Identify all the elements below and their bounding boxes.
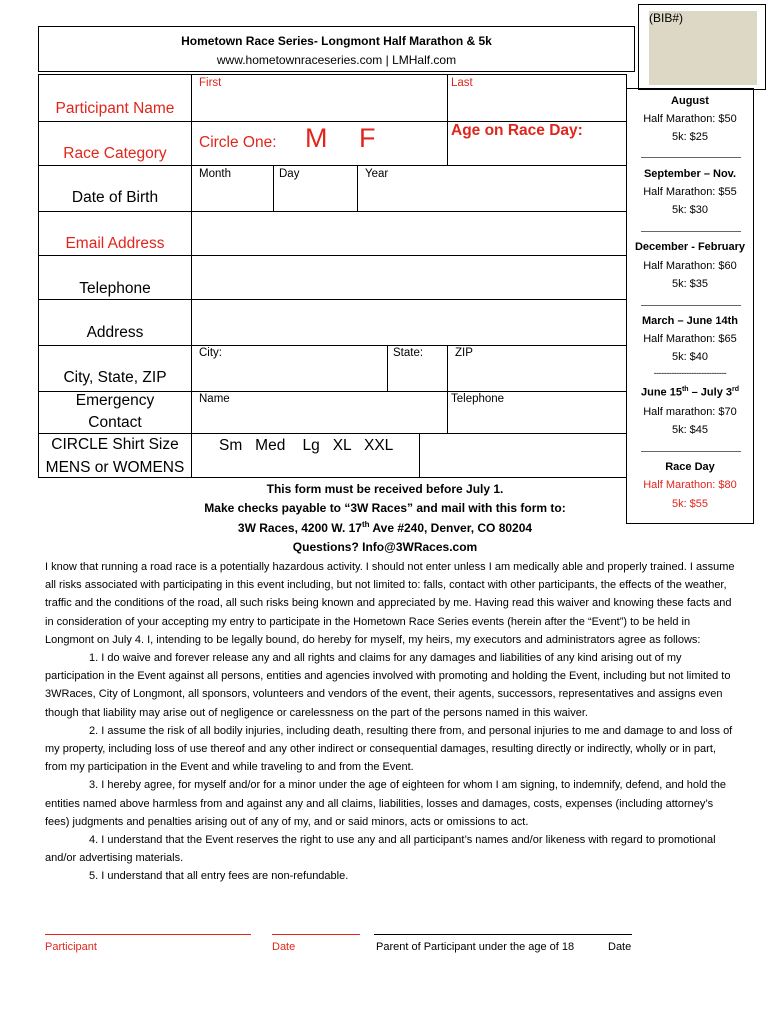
hint-zip: ZIP — [455, 347, 473, 359]
gender-m[interactable]: M — [305, 123, 328, 153]
shirt-size-options[interactable]: Sm Med Lg XL XXL — [219, 437, 394, 454]
price-5k-august: 5k: $25 — [671, 131, 709, 143]
label-race-category: Race Category — [63, 145, 167, 162]
hint-state: State: — [393, 347, 424, 359]
price-half-august: Half Marathon: $50 — [643, 113, 737, 125]
race-title: Hometown Race Series- Longmont Half Marathon & 5k — [181, 34, 492, 48]
price-5k-sep-nov: 5k: $30 — [671, 204, 709, 216]
price-period-august: August — [671, 95, 709, 107]
bib-label: (BIB#) — [649, 11, 684, 25]
hint-first: First — [199, 77, 222, 89]
label-emergency: Emergency — [75, 392, 155, 409]
mailing-address: 3W Races, 4200 W. 17th Ave #240, Denver, CO 80204 — [237, 520, 533, 535]
price-5k-jun-jul: 5k: $45 — [671, 424, 709, 436]
parent-signature-label: Parent of Participant under the age of 18 — [376, 941, 575, 953]
waiver-item-4: 4. I understand that the Event reserves the right to use any and all participant’s names and/or likeness with regard to promotional and/or advertising materials. — [45, 834, 716, 865]
price-half-race-day: Half Marathon: $80 — [643, 479, 737, 491]
price-half-sep-nov: Half Marathon: $55 — [643, 186, 737, 198]
divider — [641, 157, 741, 158]
price-period-race-day: Race Day — [665, 461, 715, 473]
hint-ec-telephone: Telephone — [451, 393, 505, 405]
registration-form — [38, 74, 627, 478]
hint-city: City: — [199, 347, 222, 359]
price-5k-race-day: 5k: $55 — [671, 498, 709, 510]
dashed-divider: ----------------------------- — [653, 368, 727, 378]
label-shirt-size: CIRCLE Shirt Size — [51, 436, 179, 453]
waiver-item-1: 1. I do waive and forever release any and all rights and claims for any damages and liabilities of any kind arising out of my participation in the Event against all persons, entities and agencies involved with promoting and holding the Event, including but not limited to 3WRaces, City of Longmont, all sponsors, volunteers and vendors of the event, their agents, successors, representatives and assigns even though that liability may arise out of negligence or carelessness on the part of the persons named in this waiver. — [45, 652, 731, 719]
age-on-race-day: Age on Race Day: — [451, 122, 583, 139]
price-period-dec-feb: December - February — [634, 241, 746, 253]
divider — [641, 451, 741, 452]
divider — [641, 231, 741, 232]
label-contact: Contact — [88, 414, 142, 431]
price-half-jun-jul: Half marathon: $70 — [643, 406, 737, 418]
parent-date-label: Date — [608, 941, 632, 953]
waiver-item-2: 2. I assume the risk of all bodily injuries, including death, resulting there from, and personal injuries to me and damage to and loss of my property, including loss of use thereof and any other indirect or consequential damages, resulting directly or indirectly, wholly or in part, from my participation in the Event and while traveling to and from the Event. — [45, 724, 733, 774]
waiver-item-3: 3. I hereby agree, for myself and/or for a minor under the age of eighteen for whom I am signing, to indemnify, defend, and hold the entities named above harmless from and against any and all claims, liabilities, losses and damages, costs, expenses (including attorney’s fees) judgments and penalties arising out of any of my, and or said minors, acts or omissions to act. — [45, 779, 726, 828]
participant-signature-line[interactable] — [45, 934, 251, 935]
label-email: Email Address — [65, 235, 165, 252]
hint-ec-name: Name — [199, 393, 230, 405]
bib-box — [638, 4, 766, 90]
price-5k-mar-jun: 5k: $40 — [671, 351, 709, 363]
hint-year: Year — [365, 168, 389, 180]
label-shirt-gender: MENS or WOMENS — [45, 459, 185, 476]
gender-f[interactable]: F — [359, 123, 376, 153]
hint-day: Day — [279, 168, 300, 180]
participant-date-line[interactable] — [272, 934, 360, 935]
divider — [641, 305, 741, 306]
waiver-intro: I know that running a road race is a potentially hazardous activity. I should not enter unless I am medically able and properly trained. I assume all risks associated with participating in this event including, but not limited to: falls, contact with other participants, the effects of the weather, traffic and the conditions of the road, all such risks being known and appreciated by me. Having read this waiver and knowing these facts and in consideration of your accepting my entry to participate in the Hometown Race Series events (herein after the “Event”) to be held in Longmont on July 4. I, intending to be legally bound, do hereby for myself, my heirs, my executors and administrators agree as follows: — [45, 561, 735, 646]
waiver-text — [45, 558, 735, 886]
label-participant-name: Participant Name — [55, 100, 175, 117]
price-period-mar-jun: March – June 14th — [642, 315, 738, 327]
race-websites: www.hometownraceseries.com | LMHalf.com — [216, 53, 457, 67]
price-half-dec-feb: Half Marathon: $60 — [643, 260, 737, 272]
price-half-mar-jun: Half Marathon: $65 — [643, 333, 737, 345]
circle-one-label: Circle One: — [199, 134, 277, 151]
waiver-item-5: 5. I understand that all entry fees are non-refundable. — [89, 870, 349, 883]
hint-month: Month — [199, 168, 231, 180]
label-city-state-zip: City, State, ZIP — [63, 369, 167, 386]
participant-signature-label: Participant — [45, 941, 97, 953]
label-address: Address — [86, 324, 144, 341]
pricing-box — [626, 88, 754, 524]
form-header — [38, 26, 635, 72]
participant-date-label: Date — [272, 941, 296, 953]
label-telephone: Telephone — [79, 280, 151, 297]
price-period-jun-jul: June 15th – July 3rd — [641, 386, 739, 399]
price-5k-dec-feb: 5k: $35 — [671, 278, 709, 290]
price-period-sep-nov: September – Nov. — [643, 168, 737, 180]
parent-signature-line[interactable] — [374, 934, 632, 935]
deadline-note: This form must be received before July 1. — [266, 482, 504, 496]
label-date-of-birth: Date of Birth — [71, 189, 159, 206]
payment-note: Make checks payable to “3W Races” and mail with this form to: — [204, 501, 566, 515]
hint-last: Last — [451, 77, 473, 89]
questions-contact: Questions? Info@3WRaces.com — [292, 540, 478, 554]
